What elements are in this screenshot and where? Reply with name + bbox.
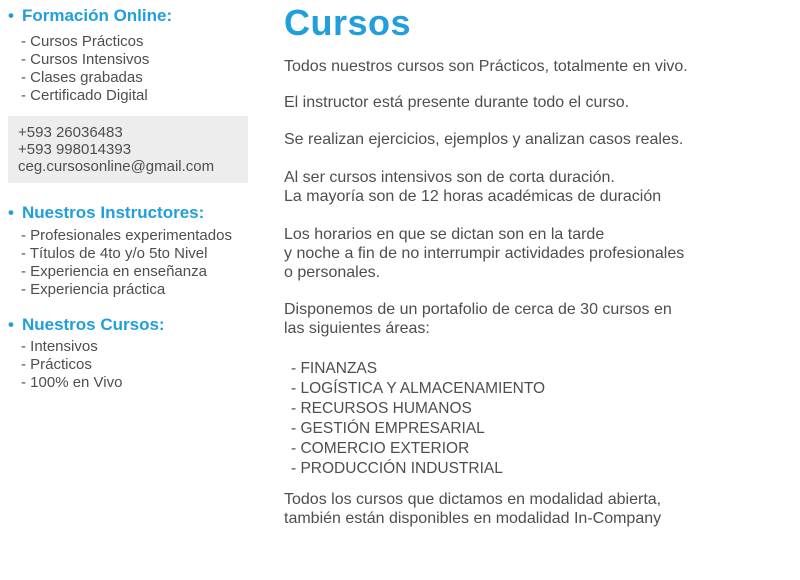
contact-box [8, 116, 248, 183]
course-areas-list [284, 359, 796, 479]
paragraph-line: Disponemos de un portafolio de cerca de 30 cursos en [284, 301, 672, 318]
contact-email: ceg.cursosonline@gmail.com [18, 158, 215, 175]
paragraph-line: Los horarios en que se dictan son en la tarde [284, 226, 605, 243]
sidebar [8, 0, 274, 392]
sidebar-heading-nuestros-cursos [8, 316, 274, 334]
area-item: - RECURSOS HUMANOS [291, 400, 472, 417]
area-item: - FINANZAS [291, 360, 378, 377]
paragraph-line: y noche a fin de no interrumpir actividades profesionales [284, 245, 685, 262]
sidebar-heading-formacion-online [8, 7, 274, 25]
paragraph-line: o personales. [284, 264, 381, 281]
portafolio-paragraph [284, 300, 796, 338]
page-title: Cursos [284, 2, 412, 43]
paragraph-line: La mayoría son de 12 horas académicas de duración [284, 188, 662, 205]
sidebar-heading-label: Formación Online: [21, 6, 173, 25]
list-item: - Prácticos [21, 356, 92, 373]
paragraph-line: las siguientes áreas: [284, 320, 430, 337]
intro-paragraph: Todos nuestros cursos son Prácticos, totalmente en vivo. [284, 58, 688, 75]
in-company-paragraph [284, 490, 796, 528]
list-item: - Intensivos [21, 338, 98, 355]
nuestros-instructores-list [8, 227, 274, 299]
bullet-icon: • [8, 6, 14, 25]
list-item: - Experiencia práctica [21, 281, 166, 298]
area-item: - GESTIÓN EMPRESARIAL [291, 420, 485, 437]
list-item: - Cursos Prácticos [21, 33, 144, 50]
area-item: - COMERCIO EXTERIOR [291, 440, 470, 457]
list-item: - Experiencia en enseñanza [21, 263, 207, 280]
list-item: - 100% en Vivo [21, 374, 123, 391]
main-content [284, 0, 796, 528]
paragraph-line: también están disponibles en modalidad In-Company [284, 510, 662, 527]
sidebar-heading-label: Nuestros Instructores: [21, 203, 205, 222]
instructor-paragraph: El instructor está presente durante todo el curso. [284, 94, 630, 111]
phone-number-2: +593 998014393 [18, 141, 132, 158]
ejercicios-paragraph: Se realizan ejercicios, ejemplos y analizan casos reales. [284, 131, 684, 148]
list-item: - Títulos de 4to y/o 5to Nivel [21, 245, 208, 262]
area-item: - PRODUCCIÓN INDUSTRIAL [291, 460, 503, 477]
sidebar-heading-nuestros-instructores [8, 204, 274, 222]
list-item: - Clases grabadas [21, 69, 143, 86]
formacion-online-list [8, 33, 274, 105]
bullet-icon: • [8, 315, 14, 334]
duracion-paragraph [284, 168, 796, 206]
area-item: - LOGÍSTICA Y ALMACENAMIENTO [291, 380, 546, 397]
paragraph-line: Todos los cursos que dictamos en modalidad abierta, [284, 491, 662, 508]
list-item: - Cursos Intensivos [21, 51, 150, 68]
paragraph-line: Al ser cursos intensivos son de corta duración. [284, 169, 615, 186]
nuestros-cursos-list [8, 338, 274, 392]
list-item: - Profesionales experimentados [21, 227, 232, 244]
sidebar-heading-label: Nuestros Cursos: [21, 315, 165, 334]
bullet-icon: • [8, 203, 14, 222]
list-item: - Certificado Digital [21, 87, 148, 104]
phone-number-1: +593 26036483 [18, 124, 123, 141]
horarios-paragraph [284, 225, 796, 282]
